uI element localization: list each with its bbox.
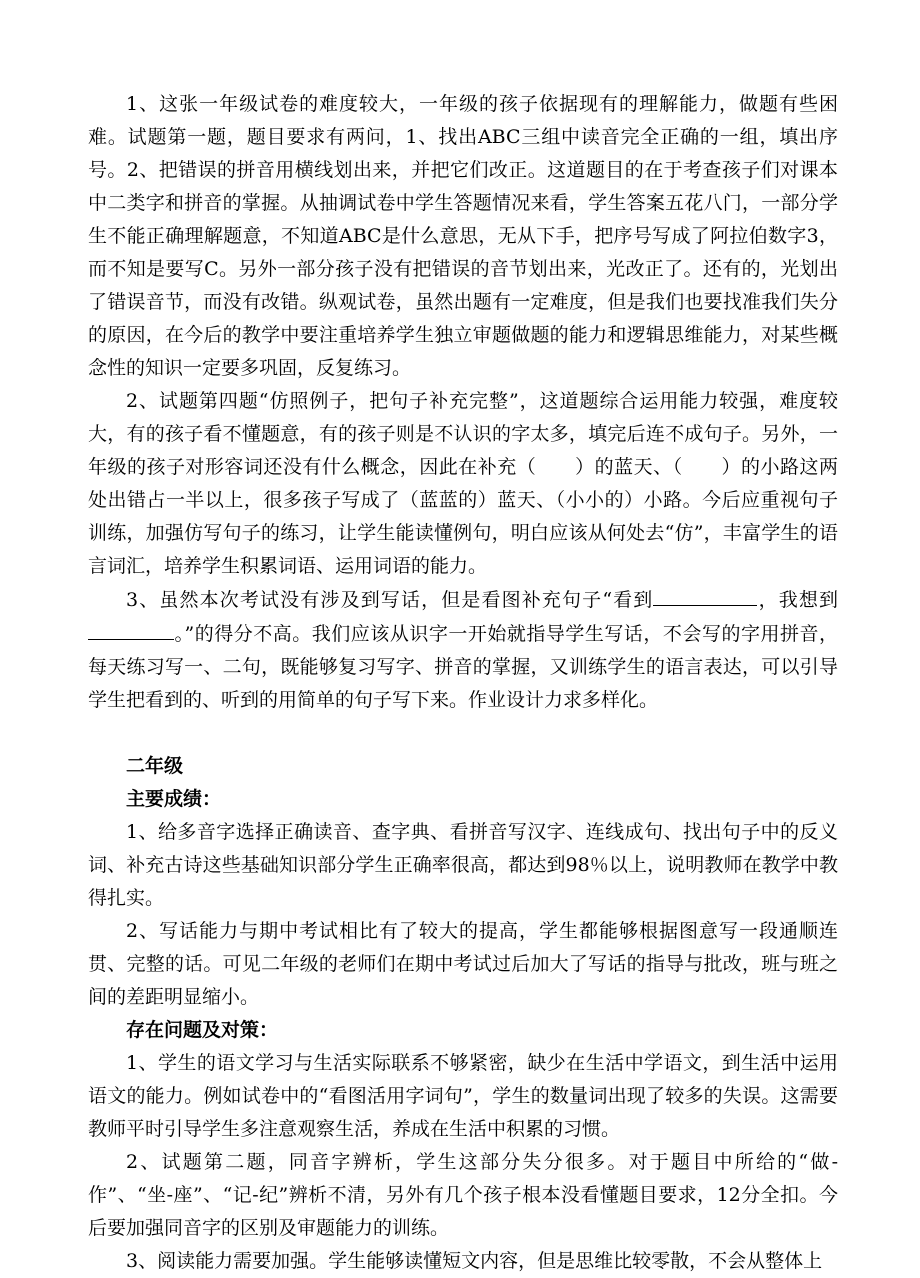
achievement-1: 1、给多音字选择正确读音、查字典、看拼音写汉字、连线成句、找出句子中的反义词、补充古诗这些基础知识部分学生正确率很高，都达到98％以上，说明教师在教学中教得扎实。 bbox=[88, 821, 838, 909]
problem-1: 1、学生的语文学习与生活实际联系不够紧密，缺少在生活中学语文，到生活中运用语文的能力。例如试卷中的“看图活用字词句”，学生的数量词出现了较多的失误。这需要教师平时引导学生多注意观察生活，养成在生活中积累的习惯。 bbox=[88, 1052, 838, 1140]
spacer bbox=[88, 717, 838, 750]
achievements-heading: 主要成绩： bbox=[126, 788, 222, 810]
fill-blank-2 bbox=[88, 617, 174, 640]
paragraph-3-part-a: 3、虽然本次考试没有涉及到写话，但是看图补充句子“看到 bbox=[126, 589, 654, 611]
paragraph-3-part-b: ，我想到 bbox=[757, 589, 838, 611]
paragraph-3-part-c: 。”的得分不高。我们应该从识字一开始就指导学生写话，不会写的字用拼音，每天练习写一、二句，既能够复习写字、拼音的掌握，又训练学生的语言表达，可以引导学生把看到的、听到的用简单的句子写下来。作业设计力求多样化。 bbox=[88, 623, 838, 711]
problem-2: 2、试题第二题，同音字辨析，学生这部分失分很多。对于题目中所给的“做-作”、“坐-座”、“记-纪”辨析不清，另外有几个孩子根本没看懂题目要求，12分全扣。今后要加强同音字的区别及审题能力的训练。 bbox=[88, 1151, 838, 1239]
grade1-paragraph-1: 1、这张一年级试卷的难度较大，一年级的孩子依据现有的理解能力，做题有些困难。试题第一题，题目要求有两问，1、找出ABC三组中读音完全正确的一组，填出序号。2、把错误的拼音用横线划出来，并把它们改正。这道题目的在于考查孩子们对课本中二类字和拼音的掌握。从抽调试卷中学生答题情况来看，学生答案五花八门，一部分学生不能正确理解题意，不知道ABC是什么意思，无从下手，把序号写成了阿拉伯数字3，而不知是要写C。另外一部分孩子没有把错误的音节划出来，光改正了。还有的，光划出了错误音节，而没有改错。纵观试卷，虽然出题有一定难度，但是我们也要找准我们失分的原因，在今后的教学中要注重培养学生独立审题做题的能力和逻辑思维能力，对某些概念性的知识一定要多巩固，反复练习。 bbox=[88, 93, 838, 379]
document-body bbox=[88, 88, 838, 1278]
problem-3: 3、阅读能力需要加强。学生能够读懂短文内容，但是思维比较零散，不会从整体上 bbox=[126, 1250, 823, 1272]
grade1-paragraph-2: 2、试题第四题“仿照例子，把句子补充完整”，这道题综合运用能力较强，难度较大，有的孩子看不懂题意，有的孩子则是不认识的字太多，填完后连不成句子。另外，一年级的孩子对形容词还没有什么概念，因此在补充（ ）的蓝天、（ ）的小路这两处出错占一半以上，很多孩子写成了（蓝蓝的）蓝天、（小小的）小路。今后应重视句子训练，加强仿写句子的练习，让学生能读懂例句，明白应该从何处去“仿”，丰富学生的语言词汇，培养学生积累词语、运用词语的能力。 bbox=[88, 390, 838, 577]
grade1-paragraph-3 bbox=[88, 583, 838, 717]
achievement-2: 2、写话能力与期中考试相比有了较大的提高，学生都能够根据图意写一段通顺连贯、完整的话。可见二年级的老师们在期中考试过后加大了写话的指导与批改，班与班之间的差距明显缩小。 bbox=[88, 920, 838, 1008]
grade2-title: 二年级 bbox=[126, 755, 184, 777]
problems-heading: 存在问题及对策： bbox=[126, 1019, 279, 1041]
fill-blank-1 bbox=[653, 583, 757, 606]
